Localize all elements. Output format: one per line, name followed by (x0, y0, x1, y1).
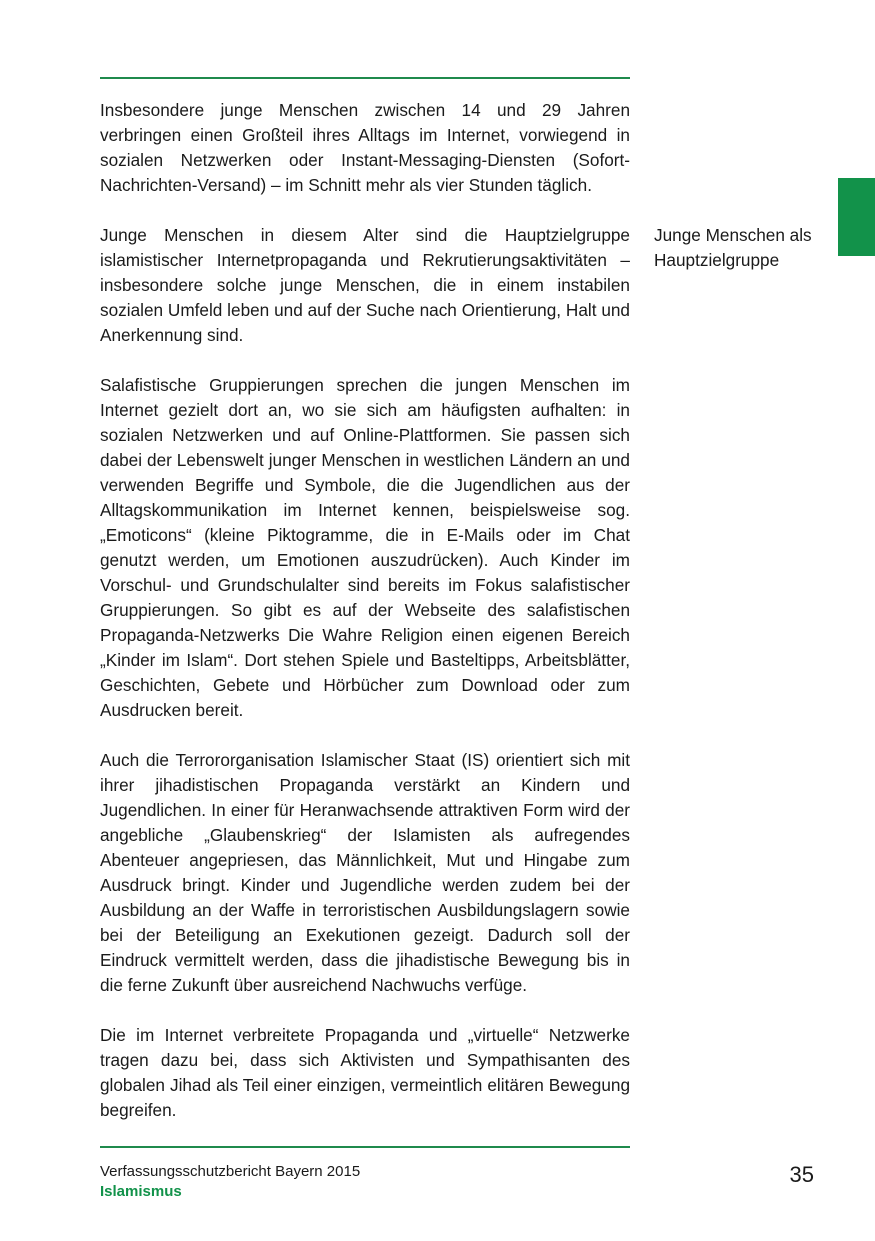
paragraph-2: Junge Menschen in diesem Alter sind die Hauptzielgruppe islamistischer Internetpropaganda und Rekrutierungsaktivitäten – insbesondere solche junge Menschen, die in einem instabilen sozialen Umfeld leben und auf der Suche nach Orientierung, Halt und Anerkennung sind. (100, 225, 630, 345)
footer-section-title: Islamismus (100, 1183, 182, 1200)
paragraph-4: Auch die Terrororganisation Islamischer Staat (IS) orientiert sich mit ihrer jihadistischen Propaganda verstärkt an Kindern und Jugendlichen. In einer für Heranwachsende attraktiven Form wird der angebliche „Glaubenskrieg“ der Islamisten als aufregendes Abenteuer angepriesen, das Männlichkeit, Mut und Hingabe zum Ausdruck bringt. Kinder und Jugendliche werden zudem bei der Ausbildung an der Waffe in terroristischen Ausbildungslagern sowie bei der Beteiligung an Exekutionen gezeigt. Dadurch soll der Eindruck vermittelt werden, dass die jihadistische Bewegung bis in die ferne Zukunft über ausreichend Nachwuchs verfüge. (100, 750, 630, 995)
chapter-tab-marker (838, 178, 875, 256)
paragraph-1: Insbesondere junge Menschen zwischen 14 und 29 Jahren verbringen einen Großteil ihres Alltags im Internet, vorwiegend in sozialen Netzwerken oder Instant-Messaging-Diensten (Sofort-Nachrichten-Versand) – im Schnitt mehr als vier Stunden täglich. (100, 100, 630, 195)
footer-report-title: Verfassungsschutzbericht Bayern 2015 (100, 1163, 361, 1180)
bottom-divider (100, 1146, 630, 1148)
body-text (100, 98, 630, 1148)
margin-note: Junge Menschen als Hauptzielgruppe (654, 225, 812, 270)
top-divider (100, 77, 630, 79)
page-number: 35 (789, 1162, 814, 1187)
paragraph-5: Die im Internet verbreitete Propaganda und „virtuelle“ Netzwerke tragen dazu bei, dass sich Aktivisten und Sympathisanten des globalen Jihad als Teil einer einzigen, vermeintlich elitären Bewegung begreifen. (100, 1025, 630, 1120)
paragraph-3: Salafistische Gruppierungen sprechen die jungen Menschen im Internet gezielt dort an, wo sie sich am häufigsten aufhalten: in sozialen Netzwerken und auf Online-Plattformen. Sie passen sich dabei der Lebenswelt junger Menschen in westlichen Ländern an und verwenden Begriffe und Symbole, die die Jugendlichen aus der Alltagskommunikation im Internet kennen, beispielsweise sog. „Emoticons“ (kleine Piktogramme, die in E-Mails oder im Chat genutzt werden, um Emotionen auszudrücken). Auch Kinder im Vorschul- und Grundschulalter sind bereits im Fokus salafistischer Gruppierungen. So gibt es auf der Webseite des salafistischen Propaganda-Netzwerks Die Wahre Religion einen eigenen Bereich „Kinder im Islam“. Dort stehen Spiele und Basteltipps, Arbeitsblätter, Geschichten, Gebete und Hörbücher zum Download oder zum Ausdrucken bereit. (100, 375, 630, 720)
